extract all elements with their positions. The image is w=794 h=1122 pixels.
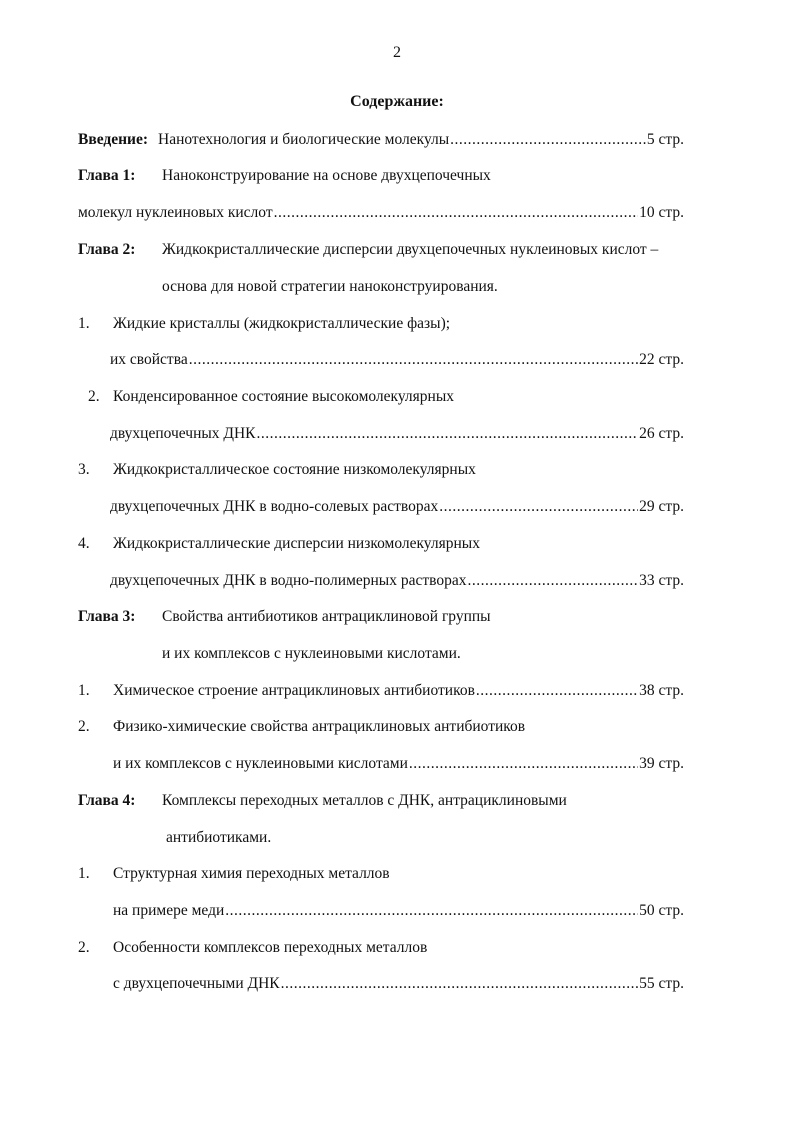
- dot-leader: [450, 130, 646, 150]
- chapter-4-title-line1: Комплексы переходных металлов с ДНК, антрациклиновыми: [162, 792, 567, 809]
- item-page: 50 стр.: [639, 902, 684, 919]
- toc-entry-intro: [78, 130, 684, 150]
- toc-entry-2-1: [110, 350, 684, 370]
- toc-entry-4-1: [113, 901, 684, 921]
- item-title-line2: двухцепочечных ДНК в водно-солевых растворах: [110, 498, 439, 515]
- chapter-3-title-line1: Свойства антибиотиков антрациклиновой группы: [162, 608, 491, 625]
- item-title-line1: Особенности комплексов переходных металлов: [113, 939, 428, 956]
- item-number: 2.: [78, 718, 90, 735]
- dot-leader: [467, 571, 638, 591]
- item-page: 38 стр.: [639, 682, 684, 699]
- dot-leader: [274, 203, 639, 223]
- item-title-line1: Жидкокристаллические дисперсии низкомолекулярных: [113, 535, 480, 552]
- toc-entry-chapter-1: [78, 203, 684, 223]
- item-title-line2: с двухцепочечными ДНК: [113, 975, 280, 992]
- toc-entry-2-2: [110, 424, 684, 444]
- item-title-line1: Химическое строение антрациклиновых антибиотиков: [113, 682, 475, 699]
- chapter-1-label: Глава 1:: [78, 167, 136, 184]
- toc-text-intro: Нанотехнология и биологические молекулы: [158, 131, 450, 148]
- item-title-line2: на примере меди: [113, 902, 225, 919]
- item-title-line2: двухцепочечных ДНК в водно-полимерных растворах: [110, 572, 467, 589]
- dot-leader: [189, 350, 638, 370]
- toc-entry-3-2: [113, 754, 684, 774]
- item-title-line2: их свойства: [110, 351, 188, 368]
- item-title-line1: Структурная химия переходных металлов: [113, 865, 390, 882]
- chapter-4-label: Глава 4:: [78, 792, 136, 809]
- chapter-2-label: Глава 2:: [78, 241, 136, 258]
- toc-entry-3-1: [113, 681, 684, 701]
- item-number: 4.: [78, 535, 90, 552]
- item-page: 26 стр.: [639, 425, 684, 442]
- dot-leader: [257, 424, 639, 444]
- item-number: 1.: [78, 682, 90, 699]
- dot-leader: [225, 901, 638, 921]
- item-title-line1: Жидкокристаллическое состояние низкомолекулярных: [113, 461, 476, 478]
- dot-leader: [476, 681, 638, 701]
- item-title-line1: Конденсированное состояние высокомолекулярных: [113, 388, 454, 405]
- toc-page-chapter-1: 10 стр.: [639, 204, 684, 221]
- item-title-line2: двухцепочечных ДНК: [110, 425, 256, 442]
- item-title-line1: Жидкие кристаллы (жидкокристаллические фазы);: [113, 315, 451, 332]
- toc-entry-4-2: [113, 974, 684, 994]
- item-page: 33 стр.: [639, 572, 684, 589]
- chapter-4-title-line2: антибиотиками.: [166, 829, 272, 846]
- item-title-line1: Физико-химические свойства антрациклиновых антибиотиков: [113, 718, 526, 735]
- item-page: 29 стр.: [639, 498, 684, 515]
- page-title: Содержание:: [350, 93, 444, 110]
- dot-leader: [409, 754, 638, 774]
- item-number: 2.: [88, 388, 100, 405]
- dot-leader: [439, 497, 638, 517]
- chapter-1-title-line1: Наноконструирование на основе двухцепочечных: [162, 167, 491, 184]
- item-page: 55 стр.: [639, 975, 684, 992]
- dot-leader: [281, 974, 639, 994]
- item-number: 2.: [78, 939, 90, 956]
- chapter-1-title-line2: молекул нуклеиновых кислот: [78, 204, 273, 221]
- item-number: 1.: [78, 865, 90, 882]
- toc-label-intro: Введение:: [78, 131, 149, 148]
- chapter-3-title-line2: и их комплексов с нуклеиновыми кислотами.: [162, 645, 461, 662]
- chapter-3-label: Глава 3:: [78, 608, 136, 625]
- chapter-2-title-line2: основа для новой стратегии наноконструирования.: [162, 278, 498, 295]
- item-page: 39 стр.: [639, 755, 684, 772]
- toc-entry-2-3: [110, 497, 684, 517]
- item-number: 3.: [78, 461, 90, 478]
- page-number: 2: [393, 44, 401, 61]
- item-page: 22 стр.: [639, 351, 684, 368]
- toc-page-intro: 5 стр.: [646, 131, 684, 148]
- item-title-line2: и их комплексов с нуклеиновыми кислотами: [113, 755, 408, 772]
- toc-entry-2-4: [110, 571, 684, 591]
- chapter-2-title-line1: Жидкокристаллические дисперсии двухцепочечных нуклеиновых кислот –: [162, 241, 659, 258]
- item-number: 1.: [78, 315, 90, 332]
